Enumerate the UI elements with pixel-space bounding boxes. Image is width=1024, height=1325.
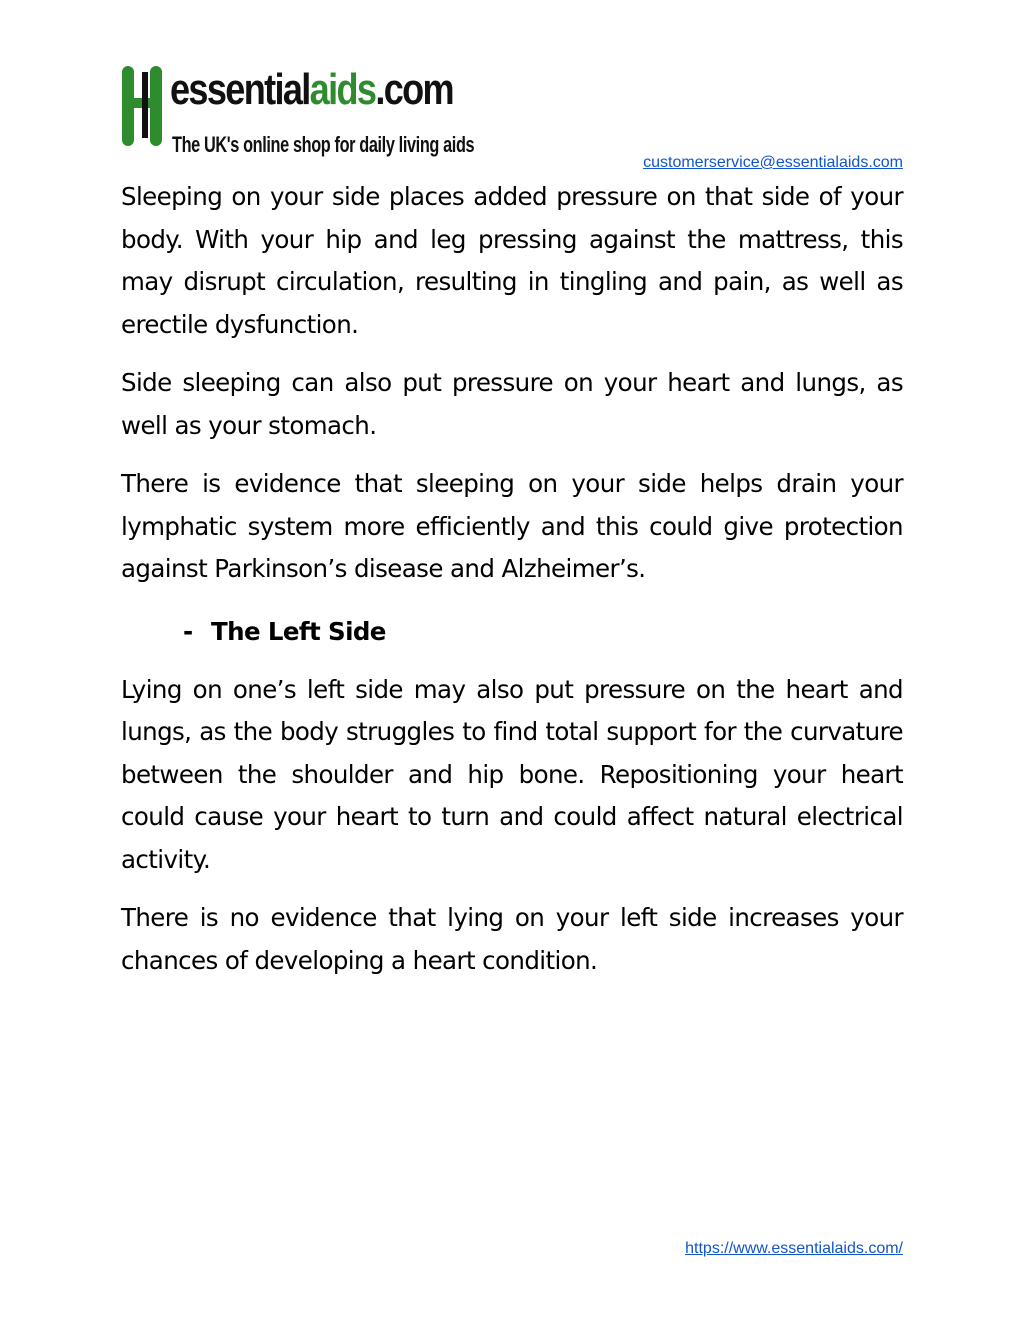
paragraph: Sleeping on your side places added pressure on that side of your body. With your hip and leg pressing against the mattress, this may disrupt circulation, resulting in tingling and pain, as well as erectile dysfunction.	[121, 182, 903, 339]
logo-wordmark	[170, 60, 453, 120]
document-body	[121, 176, 903, 998]
logo-tagline: The UK's online shop for daily living aids	[172, 132, 475, 157]
paragraph: Lying on one’s left side may also put pressure on the heart and lungs, as the body struggles to find total support for the curvature between the shoulder and hip bone. Repositioning your heart could cause your heart to turn and could affect natural electrical activity.	[121, 674, 903, 874]
logo-word-dark: essential	[170, 65, 310, 114]
essentialaids-logo	[120, 58, 475, 168]
section-heading-text: The Left Side	[211, 616, 386, 646]
logo-word-suffix: .com	[375, 65, 453, 114]
paragraph: There is no evidence that lying on your left side increases your chances of developing a heart condition.	[121, 903, 903, 975]
website-url-link[interactable]: https://www.essentialaids.com/	[685, 1240, 903, 1257]
paragraph: There is evidence that sleeping on your side helps drain your lymphatic system more efficiently and this could give protection against Parkinson’s disease and Alzheimer’s.	[121, 469, 903, 583]
logo-word-green: aids	[309, 65, 376, 114]
essentialaids-emblem-icon	[120, 62, 166, 150]
paragraph: Side sleeping can also put pressure on your heart and lungs, as well as your stomach.	[121, 368, 903, 440]
list-dash-marker: -	[183, 616, 193, 646]
customer-service-email-link[interactable]: customerservice@essentialaids.com	[643, 154, 903, 171]
section-heading	[183, 611, 903, 653]
